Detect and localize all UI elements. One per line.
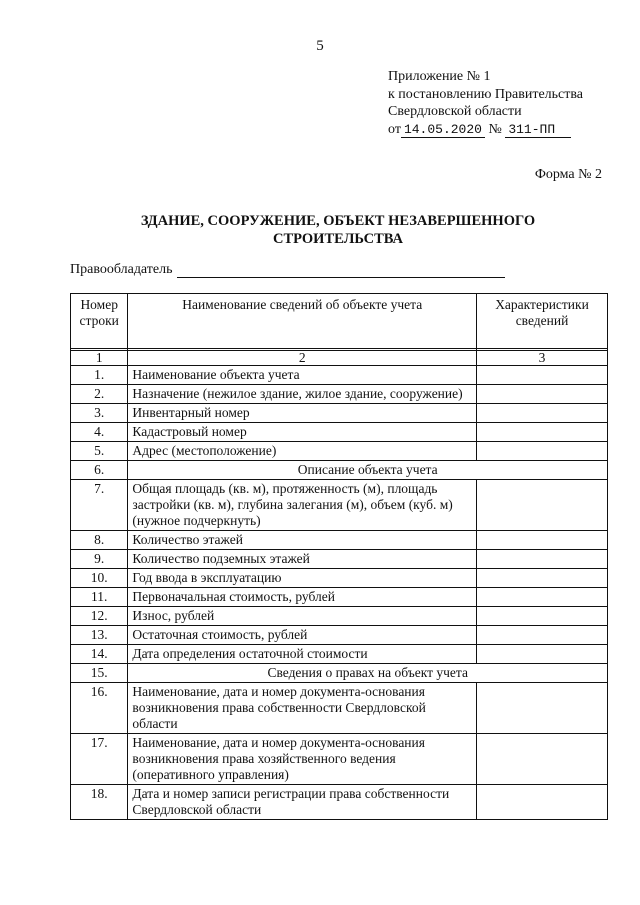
table-row xyxy=(71,569,608,588)
row-number: 8. xyxy=(71,531,128,550)
page-title xyxy=(70,213,606,248)
info-name-cell: Остаточная стоимость, рублей xyxy=(128,626,477,645)
info-name-cell: Адрес (местоположение) xyxy=(128,442,477,461)
holder-field xyxy=(70,262,505,278)
row-number: 2. xyxy=(71,385,128,404)
header-characteristics: Характеристики сведений xyxy=(477,294,608,349)
section-heading: Описание объекта учета xyxy=(128,461,608,480)
row-number: 11. xyxy=(71,588,128,607)
table-row xyxy=(71,442,608,461)
characteristic-cell[interactable] xyxy=(477,569,608,588)
object-info-table xyxy=(70,293,608,820)
appendix-date-line xyxy=(388,121,583,139)
characteristic-cell[interactable] xyxy=(477,785,608,820)
info-name-cell: Дата и номер записи регистрации права собственности Свердловской области xyxy=(128,785,477,820)
appendix-date: 14.05.2020 xyxy=(401,122,485,138)
characteristic-cell[interactable] xyxy=(477,366,608,385)
title-line-1: ЗДАНИЕ, СООРУЖЕНИЕ, ОБЪЕКТ НЕЗАВЕРШЕННОГО xyxy=(140,213,536,229)
row-number: 7. xyxy=(71,480,128,531)
row-number: 13. xyxy=(71,626,128,645)
column-number: 3 xyxy=(477,351,608,366)
info-name-cell: Дата определения остаточной стоимости xyxy=(128,645,477,664)
info-name-cell: Кадастровый номер xyxy=(128,423,477,442)
characteristic-cell[interactable] xyxy=(477,645,608,664)
characteristic-cell[interactable] xyxy=(477,683,608,734)
appendix-date-prefix: от xyxy=(388,121,401,137)
table-row xyxy=(71,607,608,626)
appendix-line-1: Приложение № 1 xyxy=(388,69,491,84)
characteristic-cell[interactable] xyxy=(477,734,608,785)
table-body xyxy=(71,349,608,820)
row-number: 17. xyxy=(71,734,128,785)
appendix-number: 311-ПП xyxy=(505,122,571,138)
row-number: 5. xyxy=(71,442,128,461)
table-row xyxy=(71,385,608,404)
section-heading: Сведения о правах на объект учета xyxy=(128,664,608,683)
info-name-cell: Год ввода в эксплуатацию xyxy=(128,569,477,588)
characteristic-cell[interactable] xyxy=(477,385,608,404)
characteristic-cell[interactable] xyxy=(477,404,608,423)
info-name-cell: Количество подземных этажей xyxy=(128,550,477,569)
row-number: 18. xyxy=(71,785,128,820)
info-name-cell: Первоначальная стоимость, рублей xyxy=(128,588,477,607)
column-number: 2 xyxy=(128,351,477,366)
info-name-cell: Наименование, дата и номер документа-основания возникновения права собственности Свердловской области xyxy=(128,683,477,734)
characteristic-cell[interactable] xyxy=(477,442,608,461)
row-number: 10. xyxy=(71,569,128,588)
row-number: 9. xyxy=(71,550,128,569)
table-row xyxy=(71,461,608,480)
holder-blank-line[interactable] xyxy=(177,264,505,278)
table-row xyxy=(71,366,608,385)
characteristic-cell[interactable] xyxy=(477,531,608,550)
row-number: 14. xyxy=(71,645,128,664)
appendix-line-3: Свердловской области xyxy=(388,104,522,119)
form-number: Форма № 2 xyxy=(534,167,602,182)
characteristic-cell[interactable] xyxy=(477,607,608,626)
info-name-cell: Количество этажей xyxy=(128,531,477,550)
row-number: 16. xyxy=(71,683,128,734)
header-info-name: Наименование сведений об объекте учета xyxy=(128,294,477,349)
info-name-cell: Износ, рублей xyxy=(128,607,477,626)
row-number: 15. xyxy=(71,664,128,683)
column-numbers-row xyxy=(71,351,608,366)
appendix-block xyxy=(388,68,583,138)
info-name-cell: Назначение (нежилое здание, жилое здание, сооружение) xyxy=(128,385,477,404)
appendix-line-2: к постановлению Правительства xyxy=(388,86,584,102)
row-number: 3. xyxy=(71,404,128,423)
characteristic-cell[interactable] xyxy=(477,626,608,645)
appendix-number-sign: № xyxy=(488,121,502,137)
table-row xyxy=(71,480,608,531)
table-row xyxy=(71,785,608,820)
info-name-cell: Общая площадь (кв. м), протяженность (м), площадь застройки (кв. м), глубина залегания (м), объем (куб. м) (нужное подчеркнуть) xyxy=(128,480,477,531)
table-row xyxy=(71,626,608,645)
info-name-cell: Наименование объекта учета xyxy=(128,366,477,385)
table-row xyxy=(71,531,608,550)
row-number: 4. xyxy=(71,423,128,442)
holder-label: Правообладатель xyxy=(70,262,173,277)
table-row xyxy=(71,645,608,664)
row-number: 6. xyxy=(71,461,128,480)
info-name-cell: Инвентарный номер xyxy=(128,404,477,423)
table-row xyxy=(71,683,608,734)
table-row xyxy=(71,664,608,683)
characteristic-cell[interactable] xyxy=(477,423,608,442)
row-number: 1. xyxy=(71,366,128,385)
table-row xyxy=(71,734,608,785)
title-line-2: СТРОИТЕЛЬСТВА xyxy=(272,230,404,247)
characteristic-cell[interactable] xyxy=(477,588,608,607)
table-row xyxy=(71,588,608,607)
characteristic-cell[interactable] xyxy=(477,550,608,569)
row-number: 12. xyxy=(71,607,128,626)
header-row-number: Номер строки xyxy=(71,294,128,349)
table-row xyxy=(71,404,608,423)
info-name-cell: Наименование, дата и номер документа-основания возникновения права хозяйственного ведения (оперативного управления) xyxy=(128,734,477,785)
characteristic-cell[interactable] xyxy=(477,480,608,531)
column-number: 1 xyxy=(71,351,128,366)
page-number: 5 xyxy=(316,38,324,54)
table-row xyxy=(71,550,608,569)
table-row xyxy=(71,423,608,442)
